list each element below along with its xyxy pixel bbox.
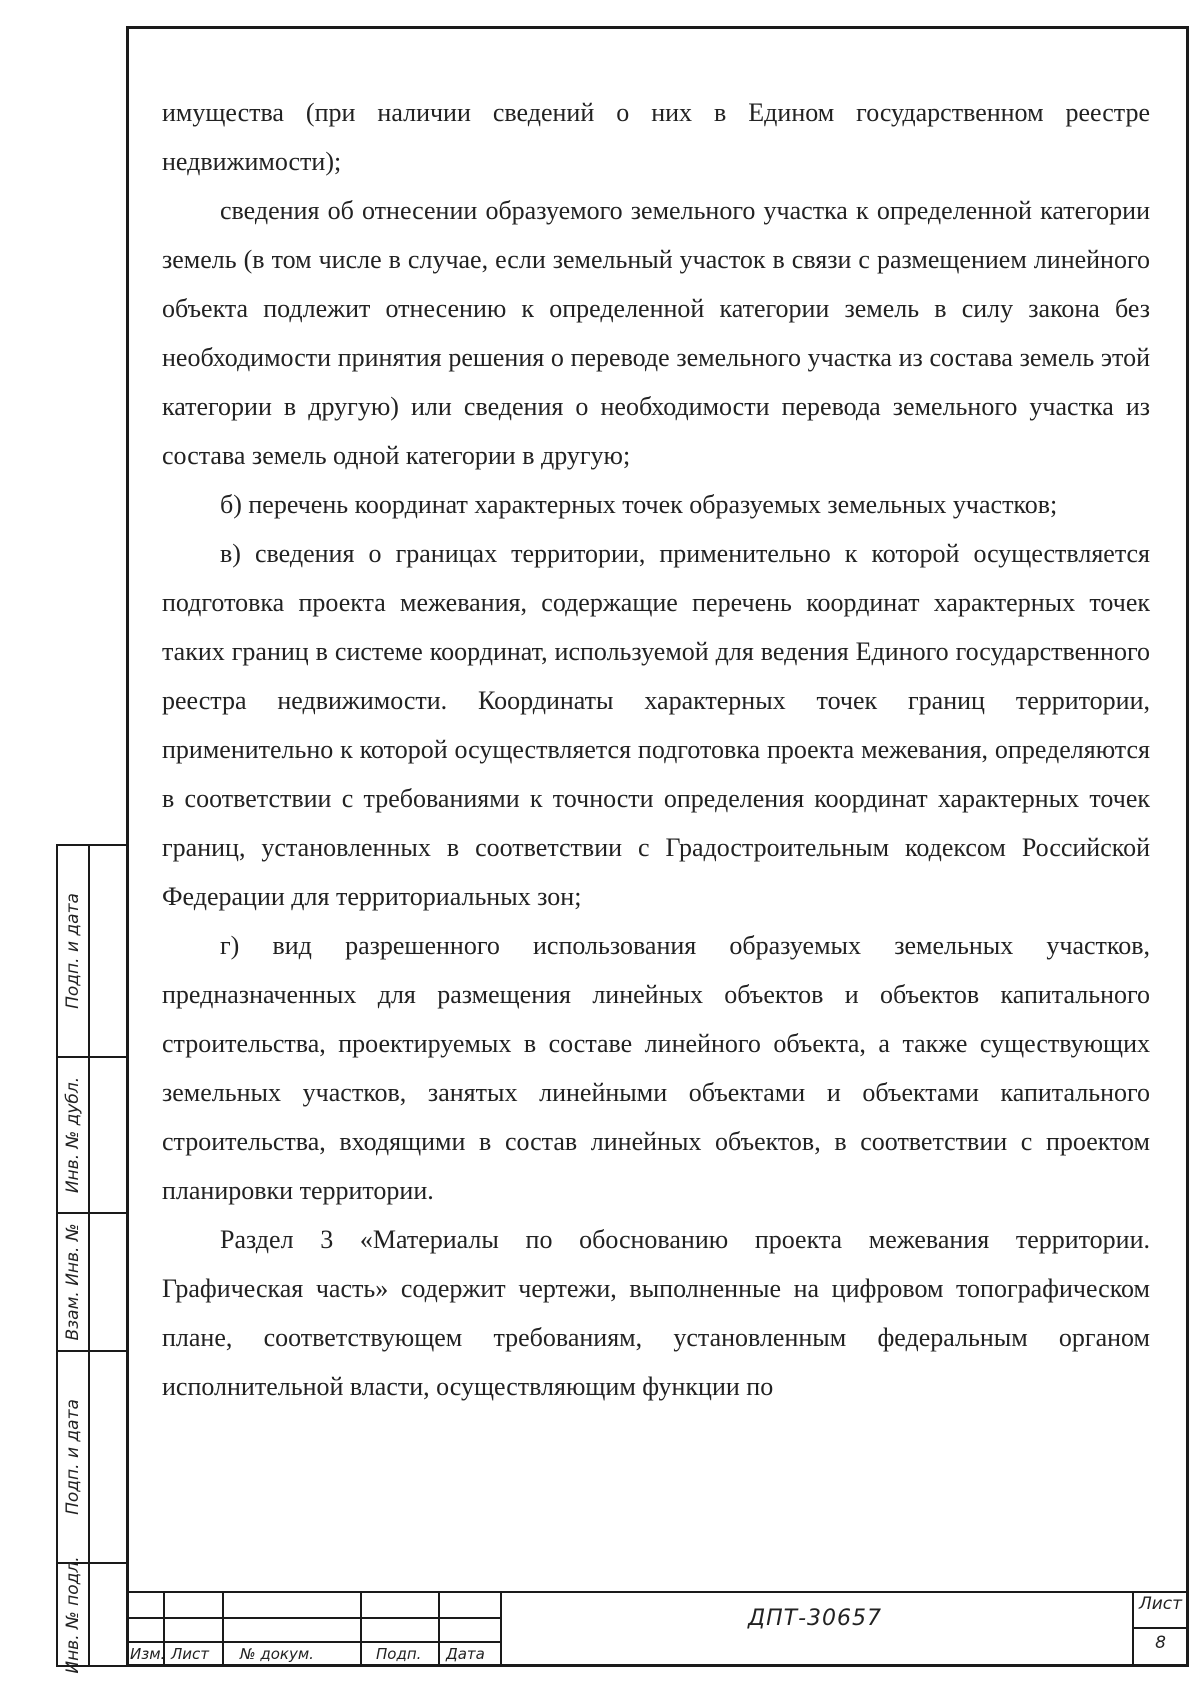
side-label-podp-data-2: Подп. и дата xyxy=(63,1399,83,1515)
paragraph-5: г) вид разрешенного использования образуемых земельных участков, предназначенных для размещения линейных объектов и объектов капитального строительства, проектируемых в составе линейного объекта, а также существующих земельных участков, занятых линейными объектами и объектами капитального строительства, входящими в состав линейных объектов, в соответствии с проектом планировки территории. xyxy=(162,931,1150,1205)
sheet-number: 8 xyxy=(1155,1633,1166,1653)
side-stamp-vzam-inv xyxy=(56,1212,126,1352)
col-list-label: Лист xyxy=(171,1645,210,1663)
side-label-inv-dubl: Инв. № дубл. xyxy=(63,1076,83,1194)
col-izm-label: Изм. xyxy=(130,1645,166,1663)
side-stamp-podp-data-top xyxy=(56,844,126,1058)
paragraph-1: имущества (при наличии сведений о них в Едином государственном реестре недвижимости); xyxy=(162,98,1150,176)
document-code: ДПТ-30657 xyxy=(747,1606,883,1631)
side-stamp-podp-data-bottom xyxy=(56,1350,126,1564)
paragraph-2: сведения об отнесении образуемого земельного участка к определенной категории земель (в том числе в случае, если земельный участок в связи с размещением линейного объекта подлежит отнесению к определенной категории земель в силу закона без необходимости принятия решения о переводе земельного участка из состава земель этой категории в другую) или сведения о необходимости перевода земельного участка из состава земель одной категории в другую; xyxy=(162,196,1150,470)
document-body xyxy=(162,88,1150,1411)
paragraph-6: Раздел 3 «Материалы по обоснованию проекта межевания территории. Графическая часть» содержит чертежи, выполненные на цифровом топографическом плане, соответствующем требованиям, установленным федеральным органом исполнительной власти, осуществляющим функции по xyxy=(162,1225,1150,1401)
side-label-inv-podl: Инв. № подл. xyxy=(63,1555,83,1674)
paragraph-3: б) перечень координат характерных точек образуемых земельных участков; xyxy=(220,490,1058,519)
col-data-label: Дата xyxy=(446,1645,485,1663)
side-stamp-inv-podl xyxy=(56,1555,126,1674)
col-podp-label: Подп. xyxy=(376,1645,422,1663)
side-label-vzam-inv: Взам. Инв. № xyxy=(63,1223,83,1341)
side-label-podp-data: Подп. и дата xyxy=(63,893,83,1009)
paragraph-4: в) сведения о границах территории, применительно к которой осуществляется подготовка проекта межевания, содержащие перечень координат характерных точек таких границ в системе координат, используемой для ведения Единого государственного реестра недвижимости. Координаты характерных точек границ территории, применительно к которой осуществляется подготовка проекта межевания, определяются в соответствии с требованиями к точности определения координат характерных точек границ, установленных в соответствии с Градостроительным кодексом Российской Федерации для территориальных зон; xyxy=(162,539,1150,911)
col-docum-label: № докум. xyxy=(240,1645,314,1663)
sheet-label: Лист xyxy=(1138,1594,1183,1614)
side-stamp-inv-dubl xyxy=(56,1056,126,1214)
